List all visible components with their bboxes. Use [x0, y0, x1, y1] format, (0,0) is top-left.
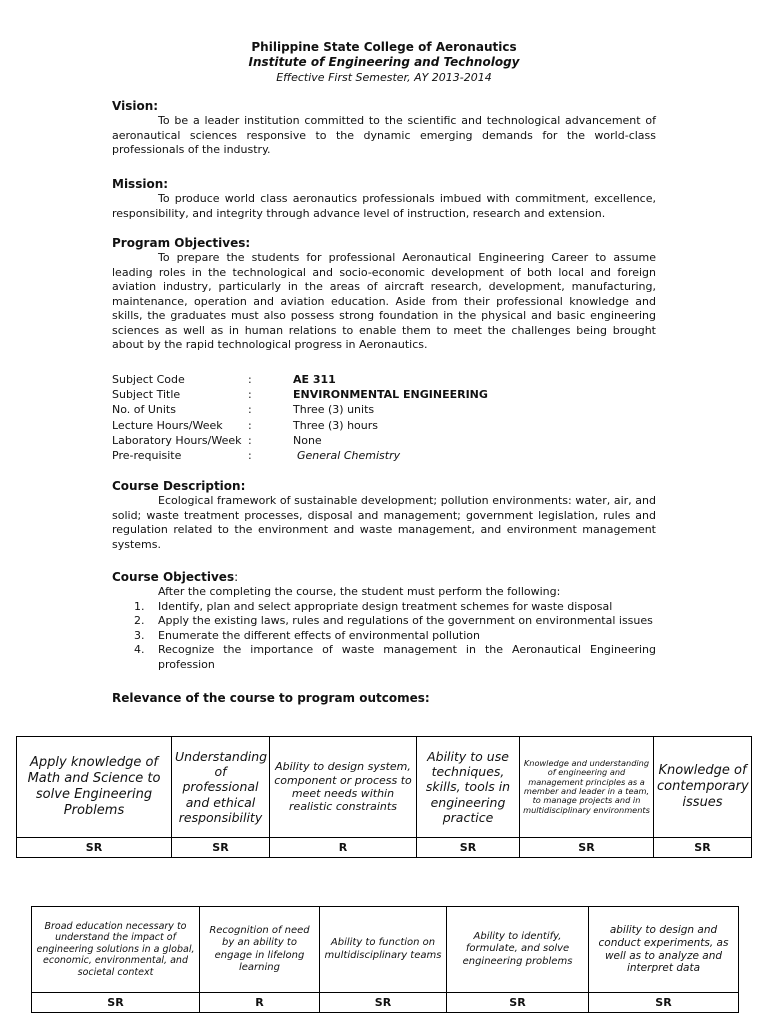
program-objectives-text: To prepare the students for professional Aeronautical Engineering Career to assume leading roles in the technological and socio-economic development of both local and foreign aviation industry, particularly in the areas of aircraft research, development, manufacturing, maintenance, operation and aviation education. Aside from their professional knowledge and skills, the graduates must also possess strong foundation in the physical and basic engineering sciences as well as in human relations to enable them to meet the challenges being brought about by the rapid technological progress in Aeronautics. — [112, 251, 656, 351]
program-objectives-heading: Program Objectives: — [112, 236, 251, 250]
mission-text: To produce world class aeronautics professionals imbued with commitment, excellence, responsibility, and integrity through advance level of instruction, research and extension. — [112, 192, 656, 220]
lab-hours-value: None — [293, 433, 322, 447]
vision-heading: Vision: — [112, 99, 159, 113]
effective-term: Effective First Semester, AY 2013-2014 — [276, 71, 492, 84]
rating-cell: SR — [654, 838, 752, 858]
mission-heading: Mission: — [112, 177, 169, 191]
table-row — [17, 838, 752, 858]
list-item-number: 2. — [134, 614, 145, 627]
outcomes-table-1 — [16, 736, 752, 858]
college-name: Philippine State College of Aeronautics — [251, 40, 517, 54]
rating-cell: R — [200, 993, 320, 1013]
list-item-number: 1. — [134, 599, 145, 613]
outcome-cell: Understanding of professional and ethical responsibility — [172, 737, 270, 838]
institute-name: Institute of Engineering and Technology — [248, 55, 520, 69]
rating-cell: SR — [520, 838, 654, 858]
course-description-text: Ecological framework of sustainable development; pollution environments: water, air, and solid; waste treatment processes, disposal and management; government legislation, rules and regulation related to the environment and waste management, and environment management systems. — [112, 494, 656, 551]
rating-cell: SR — [172, 838, 270, 858]
info-colon: : — [248, 403, 252, 417]
rating-cell: SR — [17, 838, 172, 858]
course-objectives-intro: After the completing the course, the student must perform the following: — [158, 585, 561, 598]
list-item — [112, 643, 656, 672]
prerequisite-value: General Chemistry — [297, 448, 401, 462]
rating-cell: SR — [417, 838, 520, 858]
course-objectives-heading-colon: : — [234, 570, 239, 584]
outcome-cell: Broad education necessary to understand the impact of engineering solutions in a global, economic, environmental, and societal context — [32, 907, 200, 993]
info-label: Lecture Hours/Week — [112, 418, 223, 432]
info-label: Subject Code — [112, 373, 185, 386]
course-objectives-list — [112, 600, 656, 673]
program-objectives-section — [112, 236, 656, 353]
lecture-hours-value: Three (3) hours — [293, 418, 379, 432]
outcome-cell: ability to design and conduct experiments, as well as to analyze and interpret data — [589, 907, 739, 993]
outcome-cell: Knowledge of contemporary issues — [654, 737, 752, 838]
subject-title-value: ENVIRONMENTAL ENGINEERING — [293, 388, 488, 402]
outcome-cell: Ability to identify, formulate, and solve engineering problems — [447, 907, 589, 993]
vision-section — [112, 99, 656, 158]
info-colon: : — [248, 433, 252, 447]
rating-cell: R — [270, 838, 417, 858]
rating-cell: SR — [447, 993, 589, 1013]
units-value: Three (3) units — [293, 403, 375, 417]
info-label: Subject Title — [112, 388, 181, 402]
list-item-text: Apply the existing laws, rules and regulations of the government on environmental issues — [158, 614, 653, 627]
info-colon: : — [248, 418, 252, 432]
outcome-cell: Recognition of need by an ability to engage in lifelong learning — [200, 907, 320, 993]
info-label: No. of Units — [112, 403, 176, 417]
list-item-number: 3. — [134, 628, 145, 642]
list-item-text: Recognize the importance of waste management in the Aeronautical Engineering profession — [158, 643, 656, 671]
outcome-cell: Ability to function on multidisciplinary teams — [320, 907, 447, 993]
table-row — [17, 737, 752, 838]
subject-code-value: AE 311 — [293, 373, 336, 386]
rating-cell: SR — [589, 993, 739, 1013]
course-objectives-heading — [112, 570, 656, 585]
course-description-heading: Course Description: — [112, 479, 246, 493]
outcome-cell: Ability to design system, component or process to meet needs within realistic constraints — [270, 737, 417, 838]
info-colon: : — [248, 388, 252, 402]
mission-section — [112, 177, 656, 221]
list-item-number: 4. — [134, 643, 145, 656]
outcome-cell: Knowledge and understanding of engineering and management principles as a member and leader in a team, to manage projects and in multidisciplinary environments — [520, 737, 654, 838]
vision-text: To be a leader institution committed to the scientific and technological advancement of aeronautical sciences responsive to the dynamic emerging demands for the world-class professionals of the industry. — [112, 114, 656, 156]
info-colon: : — [248, 373, 252, 386]
list-item — [112, 614, 656, 629]
outcomes-table-2 — [31, 906, 739, 1013]
relevance-heading: Relevance of the course to program outcomes: — [112, 691, 430, 705]
table-row — [32, 993, 739, 1013]
rating-cell: SR — [320, 993, 447, 1013]
outcome-cell: Ability to use techniques, skills, tools in engineering practice — [417, 737, 520, 838]
list-item — [112, 629, 656, 644]
info-label: Laboratory Hours/Week — [112, 433, 242, 447]
info-colon: : — [248, 448, 252, 462]
list-item-text: Identify, plan and select appropriate design treatment schemes for waste disposal — [158, 599, 613, 613]
list-item-text: Enumerate the different effects of environmental pollution — [158, 628, 480, 642]
list-item — [112, 600, 656, 615]
course-description-section — [112, 479, 656, 552]
course-objectives-heading-text: Course Objectives — [112, 570, 235, 584]
info-label: Pre-requisite — [112, 448, 182, 462]
outcome-cell: Apply knowledge of Math and Science to solve Engineering Problems — [17, 737, 172, 838]
course-objectives-section — [112, 570, 656, 672]
table-row — [32, 907, 739, 993]
rating-cell: SR — [32, 993, 200, 1013]
